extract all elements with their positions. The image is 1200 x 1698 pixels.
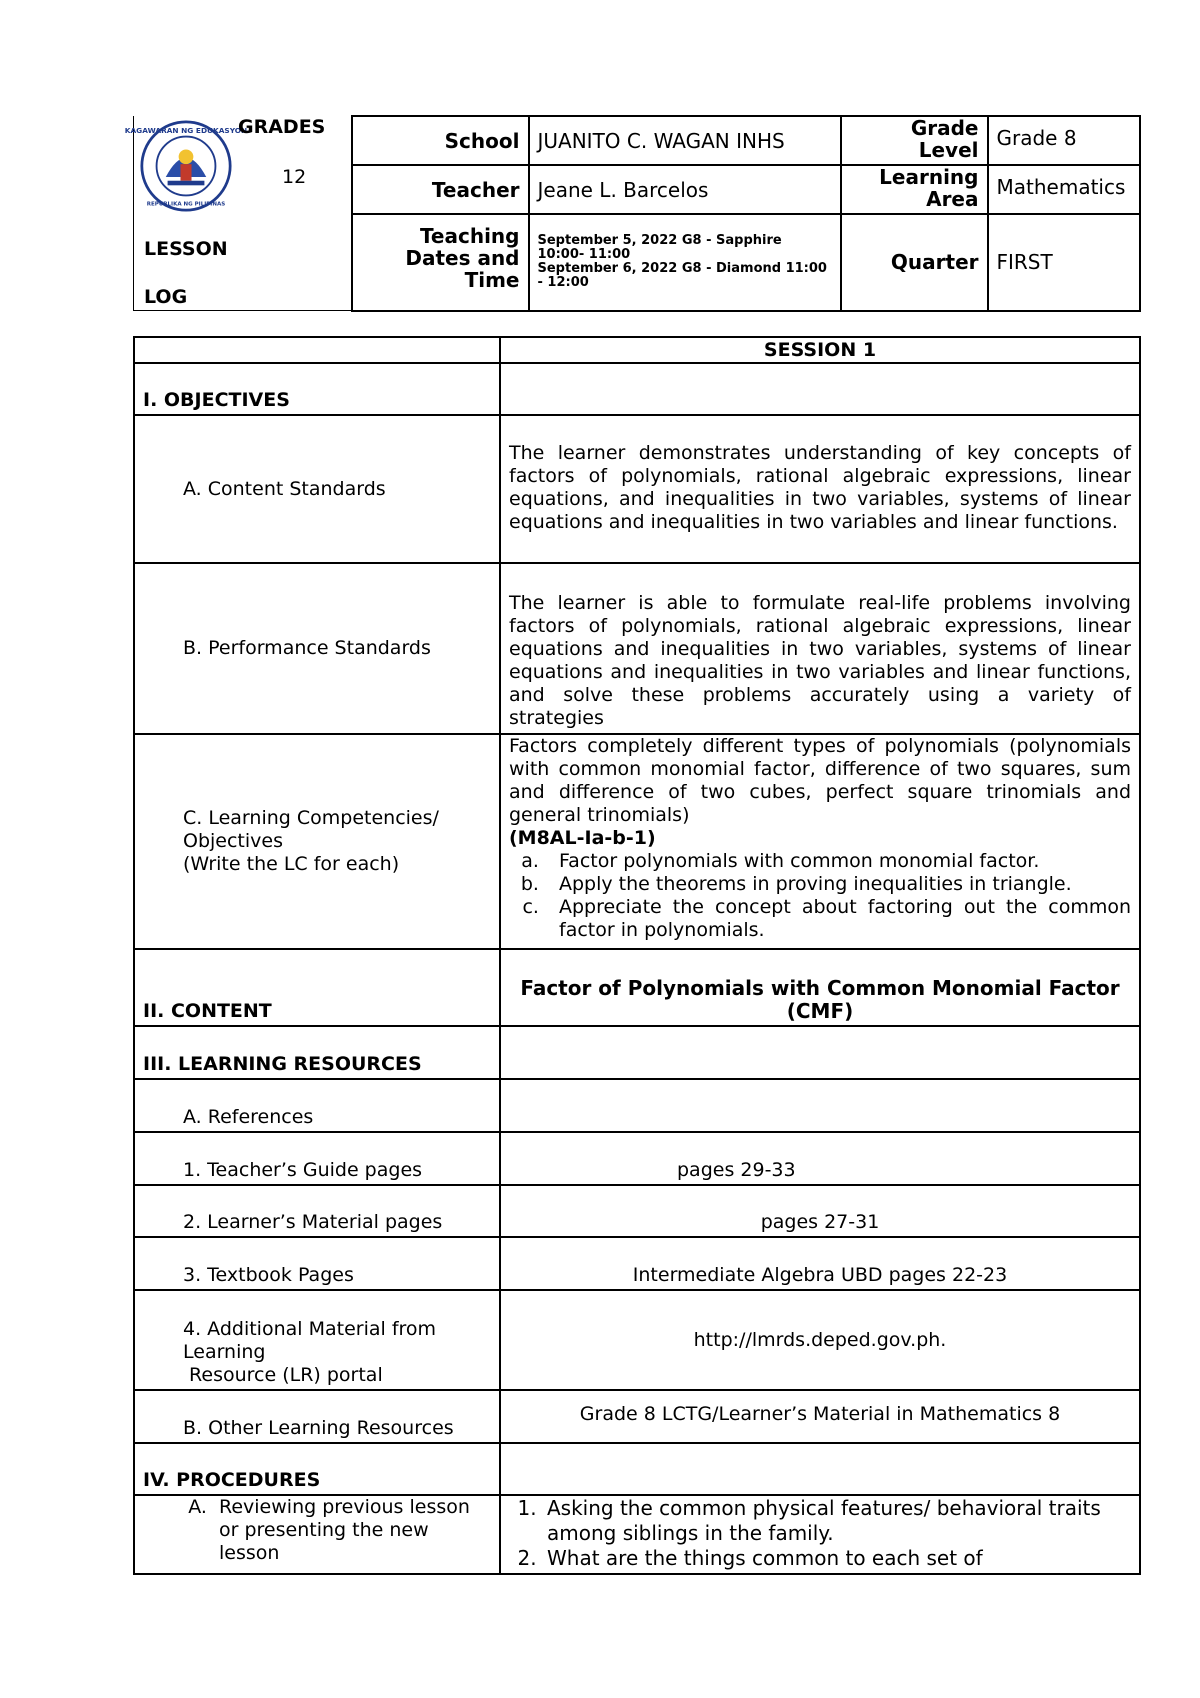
list-item: c. Appreciate the concept about factoring out the common factor in polynomials.: [545, 896, 1131, 942]
references-value: [500, 1079, 1140, 1132]
learners-material-label: 2. Learner’s Material pages: [134, 1185, 500, 1237]
content-value: Factor of Polynomials with Common Monomial Factor (CMF): [500, 949, 1140, 1026]
other-resources-label: B. Other Learning Resources: [134, 1390, 500, 1443]
competencies-code: (M8AL-Ia-b-1): [509, 827, 656, 849]
competencies-text: Factors completely different types of polynomials (polynomials with common monomial factor, difference of two squares, sum and difference of two cubes, perfect square trinomials and general trinomials): [509, 735, 1131, 826]
additional-material-value: http://lmrds.deped.gov.ph.: [500, 1290, 1140, 1390]
textbook-value: Intermediate Algebra UBD pages 22-23: [500, 1237, 1140, 1290]
grade-level-label: Grade Level: [841, 116, 988, 165]
session-blank-cell: [134, 337, 500, 363]
additional-material-label-line-1: 4. Additional Material from Learning: [183, 1318, 437, 1363]
quarter-label: Quarter: [841, 214, 988, 311]
list-item: a. Factor polynomials with common monomial factor.: [545, 850, 1131, 873]
lesson-log-table: [133, 336, 1141, 1575]
seal-bottom-text: REPUBLIKA NG PILIPINAS: [146, 201, 226, 208]
reviewing-list: [183, 1496, 491, 1565]
content-label: II. CONTENT: [134, 949, 500, 1026]
dates-label: Teaching Dates and Time: [352, 214, 529, 311]
performance-standards-value: The learner is able to formulate real-life problems involving factors of polynomials, rational algebraic expressions, linear equations and inequalities in two variables, systems of linear equations and inequalities in two variables and linear functions, and solve these problems accurately using a variety of strategies: [500, 563, 1140, 734]
dates-line-1: September 5, 2022 G8 - Sapphire 10:00- 11:00: [537, 233, 782, 263]
content-standards-value: The learner demonstrates understanding of key concepts of factors of polynomials, rational algebraic expressions, linear equations, and inequalities in two variables, systems of linear equations and inequalities in two variables and linear functions.: [500, 415, 1140, 563]
competencies-label-line-1: C. Learning Competencies/ Objectives: [183, 807, 439, 852]
additional-material-label-line-2: Resource (LR) portal: [183, 1364, 383, 1386]
learning-resources-label: III. LEARNING RESOURCES: [134, 1026, 500, 1079]
learning-resources-value: [500, 1026, 1140, 1079]
procedure-list: [509, 1496, 1131, 1571]
teachers-guide-value: pages 29-33: [500, 1132, 1140, 1185]
teachers-guide-label: 1. Teacher’s Guide pages: [134, 1132, 500, 1185]
list-item: 1. Asking the common physical features/ behavioral traits among siblings in the family.: [543, 1496, 1131, 1546]
teacher-value: Jeane L. Barcelos: [529, 165, 841, 213]
objectives-label: I. OBJECTIVES: [134, 363, 500, 415]
quarter-value: FIRST: [988, 214, 1140, 311]
competencies-value: [500, 734, 1140, 949]
list-item: 2. What are the things common to each set of: [543, 1546, 1131, 1571]
performance-standards-label: B. Performance Standards: [134, 563, 500, 734]
references-label: A. References: [134, 1079, 500, 1132]
seal-top-text: KAGAWARAN NG EDUKASYON: [124, 125, 248, 135]
learning-area-label: Learning Area: [841, 165, 988, 213]
grades-value: 12: [282, 166, 307, 188]
textbook-label: 3. Textbook Pages: [134, 1237, 500, 1290]
log-label: LOG: [144, 286, 188, 308]
list-item: b. Apply the theorems in proving inequalities in triangle.: [545, 873, 1131, 896]
session-label: SESSION 1: [500, 337, 1140, 363]
teacher-label: Teacher: [352, 165, 529, 213]
reviewing-label-cell: [134, 1495, 500, 1574]
header-table: [124, 115, 1141, 312]
learning-area-value: Mathematics: [988, 165, 1140, 213]
competencies-list: [509, 850, 1131, 942]
procedures-value: [500, 1443, 1140, 1495]
lesson-label: LESSON: [144, 238, 228, 260]
additional-material-label: [134, 1290, 500, 1390]
deped-seal-icon: [124, 120, 248, 212]
grade-level-value: Grade 8: [988, 116, 1140, 165]
reviewing-label: A. Reviewing previous lesson or presenting the new lesson: [213, 1496, 491, 1565]
competencies-label-line-2: (Write the LC for each): [183, 853, 400, 875]
brand-cell: [124, 116, 352, 311]
other-resources-value: Grade 8 LCTG/Learner’s Material in Mathematics 8: [500, 1390, 1140, 1443]
procedure-items-cell: [500, 1495, 1140, 1574]
grades-label: GRADES: [238, 116, 326, 138]
dates-line-2: September 6, 2022 G8 - Diamond 11:00 - 12:00: [537, 261, 827, 291]
procedures-label: IV. PROCEDURES: [134, 1443, 500, 1495]
competencies-label: [134, 734, 500, 949]
dates-value: [529, 214, 841, 311]
school-label: School: [352, 116, 529, 165]
content-standards-label: A. Content Standards: [134, 415, 500, 563]
objectives-value: [500, 363, 1140, 415]
school-value: JUANITO C. WAGAN INHS: [529, 116, 841, 165]
learners-material-value: pages 27-31: [500, 1185, 1140, 1237]
